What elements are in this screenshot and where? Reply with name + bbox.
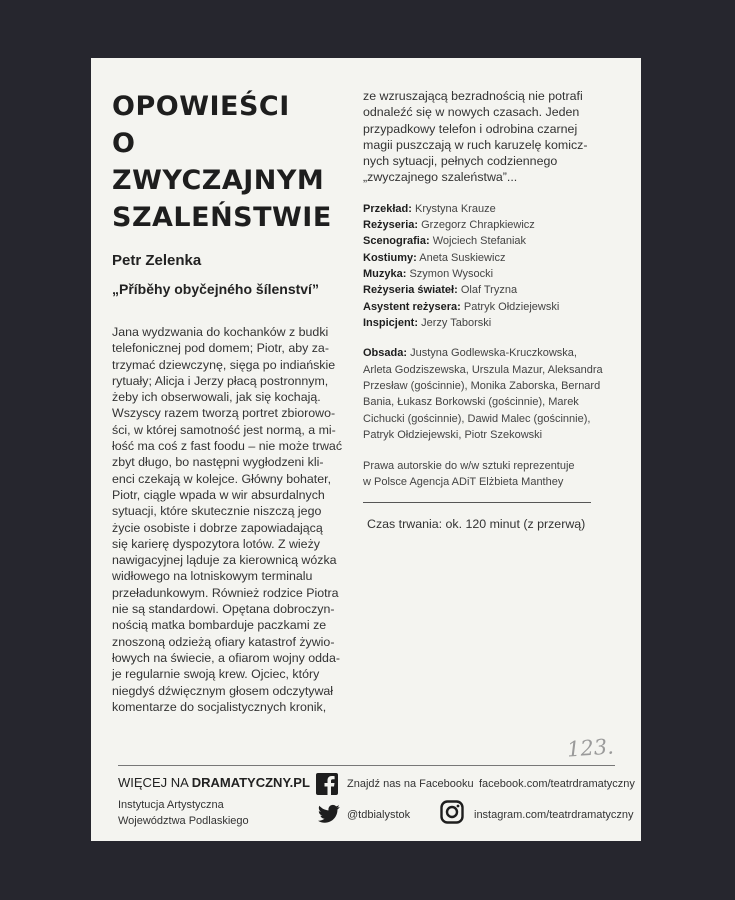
text-line: Jana wydzwania do kochanków z budki bbox=[112, 325, 329, 339]
credit-row bbox=[363, 315, 613, 331]
credit-row bbox=[363, 201, 613, 217]
text-line: enci czekają w kolejce. Główny bohater, bbox=[112, 471, 332, 486]
credit-name: Aneta Suskiewicz bbox=[419, 251, 506, 264]
more-prefix: WIĘCEJ NA bbox=[118, 775, 189, 790]
credit-name: Patryk Ołdziejewski bbox=[463, 300, 560, 313]
synopsis bbox=[112, 324, 352, 715]
twitter-link[interactable]: @tdbialystok bbox=[347, 809, 411, 821]
credit-name: Krystyna Krauze bbox=[414, 202, 496, 215]
text-line: niegdyś dźwięcznym głosem odczytywał bbox=[112, 683, 334, 698]
cast-label: Obsada: bbox=[363, 347, 408, 360]
credit-name: Jerzy Taborski bbox=[421, 316, 492, 329]
credit-name: Grzegorz Chrapkiewicz bbox=[421, 219, 535, 232]
author: Petr Zelenka bbox=[112, 252, 202, 269]
twitter-icon[interactable] bbox=[318, 804, 340, 824]
instagram-link[interactable]: instagram.com/teatrdramatyczny bbox=[474, 809, 634, 821]
credit-row bbox=[363, 250, 613, 266]
text-line: Wszyscy razem tworzą portret zbiorowo- bbox=[112, 406, 336, 421]
text-line: Prawa autorskie do w/w sztuki reprezentuje bbox=[363, 459, 575, 472]
facebook-icon[interactable] bbox=[316, 773, 338, 795]
text-line: znoszoną odzieżą ofiary katastrof żywio- bbox=[112, 634, 335, 649]
text-line: żeby ich obserwowali, jak się kochają. bbox=[112, 390, 321, 405]
cast-line: Patryk Ołdziejewski, Piotr Szekowski bbox=[363, 429, 543, 442]
handwritten-page-number: 123. bbox=[566, 734, 615, 762]
text-line: magii puszczają w ruch karuzelę komicz- bbox=[363, 137, 588, 152]
credit-role: Reżyseria: bbox=[363, 219, 419, 232]
credit-row bbox=[363, 299, 613, 315]
divider bbox=[363, 502, 591, 503]
text-line: „zwyczajnego szaleństwa”... bbox=[363, 170, 518, 185]
text-line: życie osobiste i dobrze zapowiadającą bbox=[112, 520, 323, 535]
credit-name: Wojciech Stefaniak bbox=[432, 235, 527, 248]
cast-line: Przesław (gościnnie), Monika Zaborska, Bernard bbox=[363, 379, 601, 392]
credit-row bbox=[363, 233, 613, 249]
text-line: trzymać dziewczynę, sięga po indiańskie bbox=[112, 357, 336, 372]
rights-notice bbox=[363, 458, 613, 490]
text-line: się karierę dyspozytora lotów. Z wieży bbox=[112, 536, 320, 551]
institution-line: Województwa Podlaskiego bbox=[118, 815, 249, 827]
original-title: „Příběhy obyčejného šílenství” bbox=[112, 281, 319, 297]
cast-line: Justyna Godlewska-Kruczkowska, bbox=[410, 347, 577, 360]
left-column bbox=[112, 88, 352, 715]
credit-role: Muzyka: bbox=[363, 267, 407, 280]
text-line: przypadkowy telefon i odrobina czarnej bbox=[363, 121, 578, 136]
website-link[interactable]: DRAMATYCZNY.PL bbox=[191, 775, 310, 790]
text-line: sytuacji, które skutecznie niszczą jego bbox=[112, 504, 322, 519]
facebook-text: Znajdź nas na Facebooku bbox=[347, 778, 474, 790]
text-line: widłowego na lotniskowym terminalu bbox=[112, 569, 313, 584]
more-link[interactable] bbox=[118, 775, 310, 790]
text-line: rytuały; Alicja i Jerzy płacą postronnym, bbox=[112, 373, 329, 388]
credit-role: Przekład: bbox=[363, 202, 412, 215]
credit-name: Olaf Tryzna bbox=[460, 284, 518, 297]
institution-line: Instytucja Artystyczna bbox=[118, 799, 224, 811]
cast-line: Arleta Godziszewska, Urszula Mazur, Aleksandra bbox=[363, 363, 603, 376]
text-line: odnaleźć się w nowych czasach. Jeden bbox=[363, 105, 580, 120]
text-line: nych sytuacji, pełnych codziennego bbox=[363, 154, 558, 169]
program-card bbox=[91, 58, 641, 841]
text-line: łość ma coś z fast foodu – nie może trwać bbox=[112, 439, 343, 454]
credits-list bbox=[363, 201, 613, 331]
text-line: Piotr, ciągle wpada w wir absurdalnych bbox=[112, 487, 325, 502]
credit-role: Inspicjent: bbox=[363, 316, 419, 329]
text-line: ze wzruszającą bezradnością nie potrafi bbox=[363, 89, 583, 103]
facebook-link[interactable]: facebook.com/teatrdramatyczny bbox=[479, 778, 635, 790]
text-line: przeładunkowym. Również rodzice Piotra bbox=[112, 585, 339, 600]
text-line: telefonicznej pod domem; Piotr, aby za- bbox=[112, 341, 329, 356]
title-line: O bbox=[112, 128, 136, 159]
credit-role: Reżyseria świateł: bbox=[363, 284, 458, 297]
title-line: SZALEŃSTWIE bbox=[112, 202, 332, 233]
cast-line: Bania, Łukasz Borkowski (gościnnie), Marek bbox=[363, 396, 579, 409]
duration: Czas trwania: ok. 120 minut (z przerwą) bbox=[367, 517, 586, 531]
cast-list bbox=[363, 345, 613, 443]
credit-row bbox=[363, 282, 613, 298]
footer-divider bbox=[118, 765, 615, 766]
credit-name: Szymon Wysocki bbox=[409, 267, 494, 280]
text-line: je regularnie swoją krew. Ojciec, który bbox=[112, 667, 320, 682]
text-line: nie są standardowi. Opętana dobroczyn- bbox=[112, 602, 335, 617]
institution bbox=[118, 797, 249, 829]
synopsis-continuation bbox=[363, 88, 613, 186]
credit-role: Kostiumy: bbox=[363, 251, 417, 264]
text-line: komentarze do socjalistycznych kronik, bbox=[112, 699, 327, 714]
credit-row bbox=[363, 217, 613, 233]
text-line: zbyt długo, bo następni wygłodzeni kli- bbox=[112, 455, 324, 470]
instagram-icon[interactable] bbox=[440, 800, 464, 824]
text-line: nawigacyjnej ląduje za kierownicą wózka bbox=[112, 553, 337, 568]
title-line: OPOWIEŚCI bbox=[112, 91, 290, 122]
text-line: w Polsce Agencja ADiT Elżbieta Manthey bbox=[363, 475, 564, 488]
play-title bbox=[112, 88, 352, 236]
text-line: nością matka bombarduje paczkami ze bbox=[112, 618, 327, 633]
right-column bbox=[363, 88, 613, 531]
credit-role: Scenografia: bbox=[363, 235, 430, 248]
text-line: ści, w której samotność jest normą, a mi- bbox=[112, 422, 336, 437]
credit-row bbox=[363, 266, 613, 282]
title-line: ZWYCZAJNYM bbox=[112, 165, 325, 196]
text-line: łowych na świecie, a ofiarom wojny odda- bbox=[112, 650, 340, 665]
cast-line: Cichucki (gościnnie), Dawid Malec (gościnnie), bbox=[363, 412, 591, 425]
credit-role: Asystent reżysera: bbox=[363, 300, 461, 313]
